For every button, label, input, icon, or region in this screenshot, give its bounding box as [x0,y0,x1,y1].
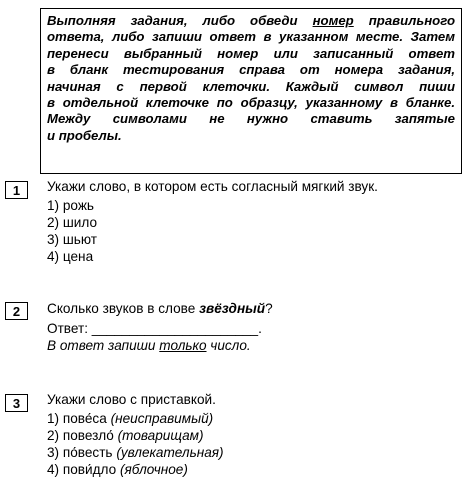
task-question: Укажи слово с приставкой. [47,392,216,407]
option-word: 4) пови́дло [47,462,117,477]
instruction-line-6: в отдельной клеточке по образцу, указанному в бланке. [47,95,455,111]
task-question [47,300,273,317]
instruction-text: Выполняя задания, либо обведи [47,13,313,28]
answer-option[interactable] [47,461,188,478]
note-text: число. [206,338,251,353]
option-hint: (товарищам) [117,428,204,443]
answer-option[interactable] [47,444,224,461]
question-text: Сколько звуков в слове [47,301,200,316]
instruction-line-8: и пробелы. [47,127,122,143]
option-hint: (увлекательная) [116,445,224,460]
answer-option[interactable] [47,410,213,427]
task-number-box: 3 [5,394,28,412]
task-question: Укажи слово, в котором есть согласный мягкий звук. [47,179,378,194]
instruction-line-4: в бланк тестирования справа от номера задания, [47,62,455,78]
instruction-line-3: перенеси выбранный номер или записанный ответ [47,45,455,61]
question-word: звёздный [199,301,266,316]
option-hint: (неисправимый) [110,411,214,426]
option-word: 3) по́весть [47,445,113,460]
answer-option[interactable]: 1) рожь [47,198,95,213]
answer-option[interactable]: 2) шило [47,215,98,230]
answer-field[interactable]: Ответ: ______________________. [47,321,262,336]
answer-option[interactable]: 4) цена [47,249,94,264]
instruction-line-5: начиная с первой клеточки. Каждый символ пиши [47,78,455,94]
instruction-box [40,8,462,174]
question-text: ? [265,301,273,316]
instruction-line-2: ответа, либо запиши ответ в указанном месте. Затем [47,29,455,45]
answer-option[interactable] [47,427,204,444]
instruction-text: правильного [353,13,455,28]
option-word: 2) повезло́ [47,428,114,443]
answer-option[interactable]: 3) шьют [47,232,97,247]
task-number-box: 1 [5,181,28,199]
option-hint: (яблочное) [119,462,188,477]
task-number-box: 2 [5,302,28,320]
note-text: В ответ запиши [47,338,160,353]
option-word: 1) пове́сa [47,411,107,426]
note-underlined-word: только [159,338,207,353]
instruction-line-7: Между символами не нужно ставить запятые [47,111,455,127]
answer-note [47,337,251,354]
instruction-line-1 [47,13,455,29]
instruction-underlined-word: номер [312,13,354,28]
